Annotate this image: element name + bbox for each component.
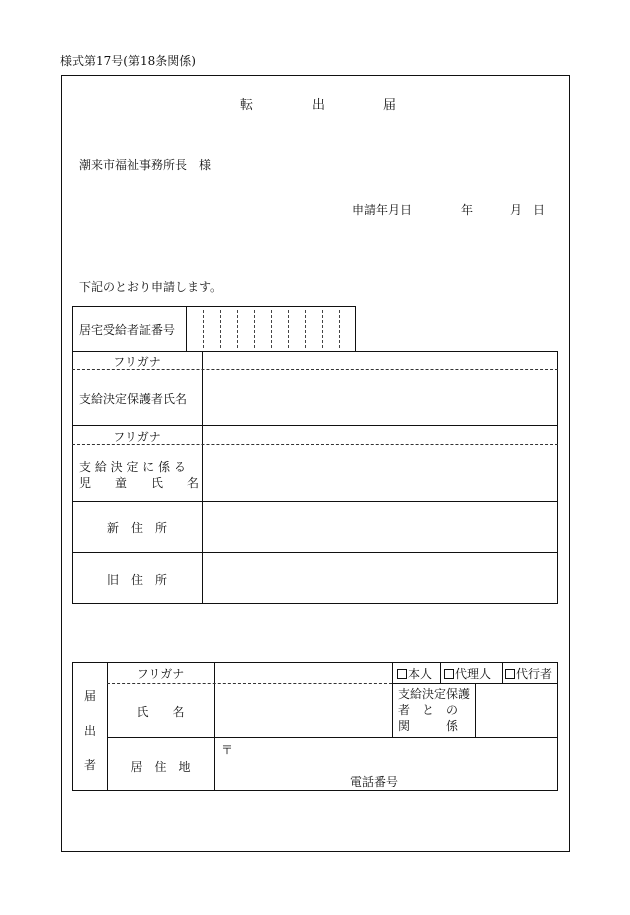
- option-self-label: 本人: [408, 667, 433, 681]
- option-agent-label: 代理人: [455, 667, 492, 681]
- child-name-label: [79, 459, 199, 491]
- child-name-label-line2: 児 童 氏 名: [79, 476, 200, 490]
- options-divider: [502, 662, 503, 683]
- relation-input[interactable]: [477, 686, 556, 735]
- guardian-furigana-input[interactable]: [204, 353, 556, 369]
- title-char-1: 転: [240, 98, 254, 113]
- residence-input[interactable]: [234, 740, 556, 770]
- option-self-checkbox[interactable]: [397, 669, 407, 679]
- postal-mark: 〒: [221, 743, 234, 757]
- submitter-name-label: 氏 名: [136, 705, 185, 719]
- relation-label: [398, 686, 470, 734]
- old-address-label: 旧 住 所: [106, 573, 167, 587]
- old-address-input[interactable]: [204, 554, 556, 602]
- submitter-label-divider: [214, 662, 215, 791]
- option-agent-checkbox[interactable]: [444, 669, 454, 679]
- option-self[interactable]: [397, 665, 432, 682]
- application-month-input[interactable]: [474, 197, 510, 217]
- child-furigana-input[interactable]: [204, 427, 556, 443]
- application-day-unit: 日: [533, 203, 546, 217]
- option-agent[interactable]: [444, 665, 491, 682]
- relation-label-line2: 者 と の: [398, 703, 459, 717]
- child-name-label-line1: 支 給 決 定 に 係 る: [79, 460, 186, 474]
- application-year-unit: 年: [461, 203, 474, 217]
- guardian-name-label: 支給決定保護者氏名: [79, 392, 188, 406]
- guardian-furigana-label: フリガナ: [113, 355, 161, 369]
- intro-text: 下記のとおり申請します。: [79, 280, 223, 294]
- new-address-label: 新 住 所: [106, 521, 167, 535]
- submitter-side-char-1: 届: [84, 689, 97, 703]
- row-divider: [107, 737, 558, 738]
- phone-input[interactable]: [400, 770, 556, 789]
- furigana-dashed-divider: [107, 683, 392, 684]
- option-proxy-label: 代行者: [516, 667, 553, 681]
- relation-label-line3: 関 係: [398, 719, 459, 733]
- title-char-2: 出: [312, 98, 326, 113]
- submitter-side-char-3: 者: [84, 758, 97, 772]
- submitter-furigana-input[interactable]: [216, 664, 390, 682]
- child-furigana-label: フリガナ: [113, 430, 161, 444]
- options-divider: [392, 662, 393, 737]
- applicant-label-divider: [202, 351, 203, 604]
- title-char-3: 届: [383, 98, 397, 113]
- application-month-unit: 月: [510, 203, 523, 217]
- application-date-label: 申請年月日: [352, 203, 413, 217]
- row-divider: [72, 552, 558, 553]
- application-year-input[interactable]: [412, 197, 460, 217]
- submitter-name-input[interactable]: [216, 686, 390, 735]
- child-name-input[interactable]: [204, 447, 556, 499]
- relation-divider: [475, 683, 476, 737]
- row-divider: [72, 425, 558, 426]
- relation-label-line1: 支給決定保護: [398, 687, 471, 701]
- residence-label: 居 住 地: [130, 760, 191, 774]
- addressee: 潮来市福祉事務所長 様: [79, 158, 212, 172]
- option-proxy[interactable]: [505, 665, 552, 682]
- form-number: 様式第17号(第18条関係): [60, 54, 196, 68]
- guardian-name-input[interactable]: [204, 372, 556, 423]
- new-address-input[interactable]: [204, 503, 556, 551]
- submitter-side-char-2: 出: [84, 724, 97, 738]
- options-divider: [440, 662, 441, 683]
- option-proxy-checkbox[interactable]: [505, 669, 515, 679]
- certificate-number-input[interactable]: [188, 308, 354, 349]
- certificate-number-divider: [186, 306, 187, 351]
- certificate-number-label: 居宅受給者証番号: [79, 323, 176, 337]
- application-day-input[interactable]: [520, 197, 532, 217]
- row-divider: [72, 501, 558, 502]
- phone-label: 電話番号: [350, 775, 399, 789]
- submitter-furigana-label: フリガナ: [136, 667, 185, 681]
